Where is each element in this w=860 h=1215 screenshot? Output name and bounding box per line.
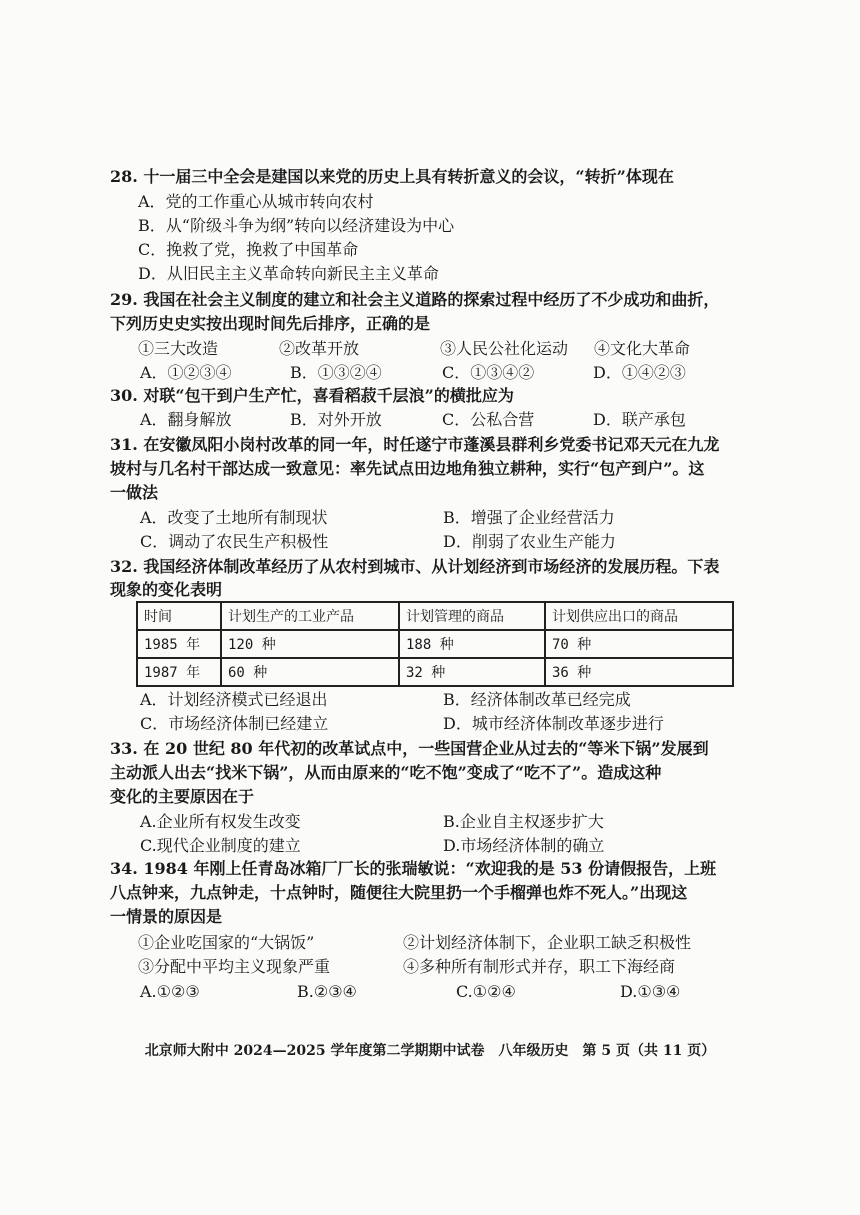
q32-option-d: D．城市经济体制改革逐步进行: [443, 714, 664, 733]
q34-stem-line3: 一情景的原因是: [110, 907, 223, 926]
q28-option-d: D．从旧民主主义革命转向新民主主义革命: [138, 264, 439, 283]
q32-stem-line2: 现象的变化表明: [110, 580, 223, 599]
q33-option-d: D.市场经济体制的确立: [443, 836, 605, 855]
table-header-cell: 时间: [137, 602, 221, 630]
q33-stem-line3: 变化的主要原因在于: [110, 787, 255, 806]
q34-option-b: B.②③④: [297, 982, 357, 1001]
table-header-row: [137, 602, 733, 630]
table-header-cell: 计划生产的工业产品: [221, 602, 399, 630]
table-cell: 120 种: [221, 630, 399, 658]
q31-option-c: C．调动了农民生产积极性: [140, 532, 329, 551]
q30-option-b: B．对外开放: [290, 410, 382, 429]
q28-option-b: B．从“阶级斗争为纲”转向以经济建设为中心: [138, 216, 455, 235]
table-cell: 36 种: [545, 658, 733, 686]
table-cell: 32 种: [399, 658, 545, 686]
table-cell: 1987 年: [137, 658, 221, 686]
q31-option-a: A．改变了土地所有制现状: [140, 508, 328, 527]
q32-option-c: C．市场经济体制已经建立: [140, 714, 329, 733]
table-row: [137, 630, 733, 658]
q32-data-table: [136, 601, 734, 687]
q29-option-d: D．①④②③: [593, 363, 686, 382]
q33-option-a: A.企业所有权发生改变: [140, 812, 301, 831]
q29-item-4: ④文化大革命: [594, 339, 691, 358]
table-cell: 1985 年: [137, 630, 221, 658]
q34-item-4: ④多种所有制形式并存，职工下海经商: [403, 957, 676, 976]
q31-option-b: B．增强了企业经营活力: [443, 508, 615, 527]
table-row: [137, 658, 733, 686]
q30-option-c: C．公私合营: [442, 410, 535, 429]
table-cell: 70 种: [545, 630, 733, 658]
q28-option-c: C．挽救了党，挽救了中国革命: [138, 240, 359, 259]
table-header-cell: 计划供应出口的商品: [545, 602, 733, 630]
table-header-cell: 计划管理的商品: [399, 602, 545, 630]
q31-option-d: D．削弱了农业生产能力: [443, 532, 616, 551]
q30-option-a: A．翻身解放: [140, 410, 232, 429]
q29-stem-line2: 下列历史史实按出现时间先后排序，正确的是: [110, 314, 431, 333]
q29-option-b: B．①③②④: [290, 363, 382, 382]
q34-option-d: D.①③④: [620, 982, 681, 1001]
q33-stem-line1: 33. 在 20 世纪 80 年代初的改革试点中，一些国营企业从过去的“等米下锅”发展到: [110, 739, 709, 758]
q31-stem-line2: 坡村与几名村干部达成一致意见：率先试点田边地角独立耕种，实行“包产到户”。这: [110, 459, 705, 478]
q33-option-b: B.企业自主权逐步扩大: [443, 812, 604, 831]
q29-option-c: C．①③④②: [442, 363, 535, 382]
q33-option-c: C.现代企业制度的建立: [140, 836, 301, 855]
table-cell: 60 种: [221, 658, 399, 686]
q31-stem-line1: 31. 在安徽凤阳小岗村改革的同一年，时任遂宁市蓬溪县群利乡党委书记邓天元在九龙: [110, 435, 720, 454]
q34-option-a: A.①②③: [140, 982, 200, 1001]
q32-stem-line1: 32. 我国经济体制改革经历了从农村到城市、从计划经济到市场经济的发展历程。下表: [110, 557, 720, 576]
q33-stem-line2: 主动派人出去“找米下锅”，从而由原来的“吃不饱”变成了“吃不了”。造成这种: [110, 763, 662, 782]
q34-item-1: ①企业吃国家的“大锅饭”: [138, 933, 315, 952]
page-footer: 北京师大附中 2024—2025 学年度第二学期期中试卷 八年级历史 第 5 页（共 11 页）: [144, 1043, 716, 1059]
q30-option-d: D．联产承包: [593, 410, 686, 429]
q34-stem-line2: 八点钟来，九点钟走，十点钟时，随便往大院里扔一个手榴弹也炸不死人。”出现这: [110, 883, 688, 902]
q34-option-c: C.①②④: [456, 982, 516, 1001]
q32-option-a: A．计划经济模式已经退出: [140, 690, 328, 709]
q29-item-1: ①三大改造: [138, 339, 219, 358]
table-cell: 188 种: [399, 630, 545, 658]
q29-item-2: ②改革开放: [279, 339, 360, 358]
q34-item-3: ③分配中平均主义现象严重: [138, 957, 331, 976]
q29-item-3: ③人民公社化运动: [440, 339, 569, 358]
q29-option-a: A．①②③④: [140, 363, 232, 382]
q29-stem-line1: 29. 我国在社会主义制度的建立和社会主义道路的探索过程中经历了不少成功和曲折，: [110, 290, 720, 309]
q32-option-b: B．经济体制改革已经完成: [443, 690, 631, 709]
q34-stem-line1: 34. 1984 年刚上任青岛冰箱厂厂长的张瑞敏说：“欢迎我的是 53 份请假报告，上班: [110, 859, 717, 878]
q28-option-a: A．党的工作重心从城市转向农村: [138, 192, 374, 211]
q28-stem: 28. 十一届三中全会是建国以来党的历史上具有转折意义的会议，“转折”体现在: [110, 167, 674, 186]
q31-stem-line3: 一做法: [110, 483, 159, 502]
q30-stem: 30. 对联“包干到户生产忙，喜看稻菽千层浪”的横批应为: [110, 386, 514, 405]
q34-item-2: ②计划经济体制下，企业职工缺乏积极性: [403, 933, 692, 952]
